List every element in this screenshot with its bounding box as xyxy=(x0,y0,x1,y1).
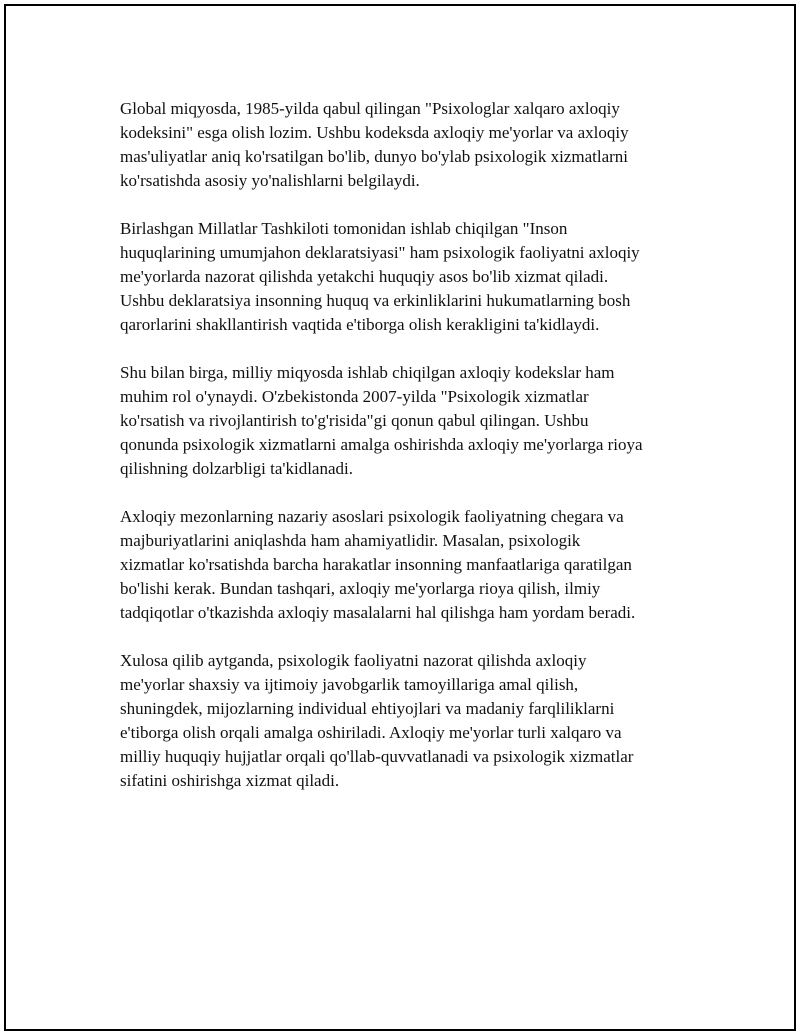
text-line: me'yorlar shaxsiy va ijtimoiy javobgarlik tamoyillariga amal qilish, xyxy=(120,675,579,694)
paragraph-4 xyxy=(120,505,690,625)
text-line: qilishning dolzarbligi ta'kidlanadi. xyxy=(120,459,353,478)
text-line: qonunda psixologik xizmatlarni amalga oshirishda axloqiy me'yorlarga rioya xyxy=(120,435,643,454)
text-line: me'yorlarda nazorat qilishda yetakchi huquqiy asos bo'lib xizmat qiladi. xyxy=(120,267,609,286)
page-border xyxy=(4,4,796,1031)
text-line: Ushbu deklaratsiya insonning huquq va erkinliklarini hukumatlarning bosh xyxy=(120,291,631,310)
text-line: kodeksini" esga olish lozim. Ushbu kodeksda axloqiy me'yorlar va axloqiy xyxy=(120,123,629,142)
text-line: Xulosa qilib aytganda, psixologik faoliyatni nazorat qilishda axloqiy xyxy=(120,651,587,670)
text-line: Birlashgan Millatlar Tashkiloti tomonidan ishlab chiqilgan "Inson xyxy=(120,219,568,238)
text-line: xizmatlar ko'rsatishda barcha harakatlar insonning manfaatlariga qaratilgan xyxy=(120,555,632,574)
text-line: e'tiborga olish orqali amalga oshiriladi. Axloqiy me'yorlar turli xalqaro va xyxy=(120,723,622,742)
text-line: Shu bilan birga, milliy miqyosda ishlab chiqilgan axloqiy kodekslar ham xyxy=(120,363,615,382)
paragraph-3 xyxy=(120,361,690,481)
paragraph-2 xyxy=(120,217,690,337)
text-line: bo'lishi kerak. Bundan tashqari, axloqiy me'yorlarga rioya qilish, ilmiy xyxy=(120,579,601,598)
text-line: milliy huquqiy hujjatlar orqali qo'llab-quvvatlanadi va psixologik xizmatlar xyxy=(120,747,634,766)
paragraph-5 xyxy=(120,649,690,793)
text-line: ko'rsatishda asosiy yo'nalishlarni belgilaydi. xyxy=(120,171,420,190)
text-line: majburiyatlarini aniqlashda ham ahamiyatlidir. Masalan, psixologik xyxy=(120,531,581,550)
text-line: mas'uliyatlar aniq ko'rsatilgan bo'lib, dunyo bo'ylab psixologik xizmatlarni xyxy=(120,147,628,166)
text-line: Global miqyosda, 1985-yilda qabul qilingan "Psixologlar xalqaro axloqiy xyxy=(120,99,620,118)
text-line: qarorlarini shakllantirish vaqtida e'tiborga olish kerakligini ta'kidlaydi. xyxy=(120,315,600,334)
text-line: muhim rol o'ynaydi. O'zbekistonda 2007-yilda "Psixologik xizmatlar xyxy=(120,387,589,406)
text-line: sifatini oshirishga xizmat qiladi. xyxy=(120,771,340,790)
text-line: Axloqiy mezonlarning nazariy asoslari psixologik faoliyatning chegara va xyxy=(120,507,624,526)
text-line: shuningdek, mijozlarning individual ehtiyojlari va madaniy farqliliklarni xyxy=(120,699,615,718)
document-body xyxy=(120,97,690,817)
text-line: huquqlarining umumjahon deklaratsiyasi" ham psixologik faoliyatni axloqiy xyxy=(120,243,640,262)
paragraph-1 xyxy=(120,97,690,193)
text-line: ko'rsatish va rivojlantirish to'g'risida"gi qonun qabul qilingan. Ushbu xyxy=(120,411,589,430)
text-line: tadqiqotlar o'tkazishda axloqiy masalalarni hal qilishga ham yordam beradi. xyxy=(120,603,636,622)
